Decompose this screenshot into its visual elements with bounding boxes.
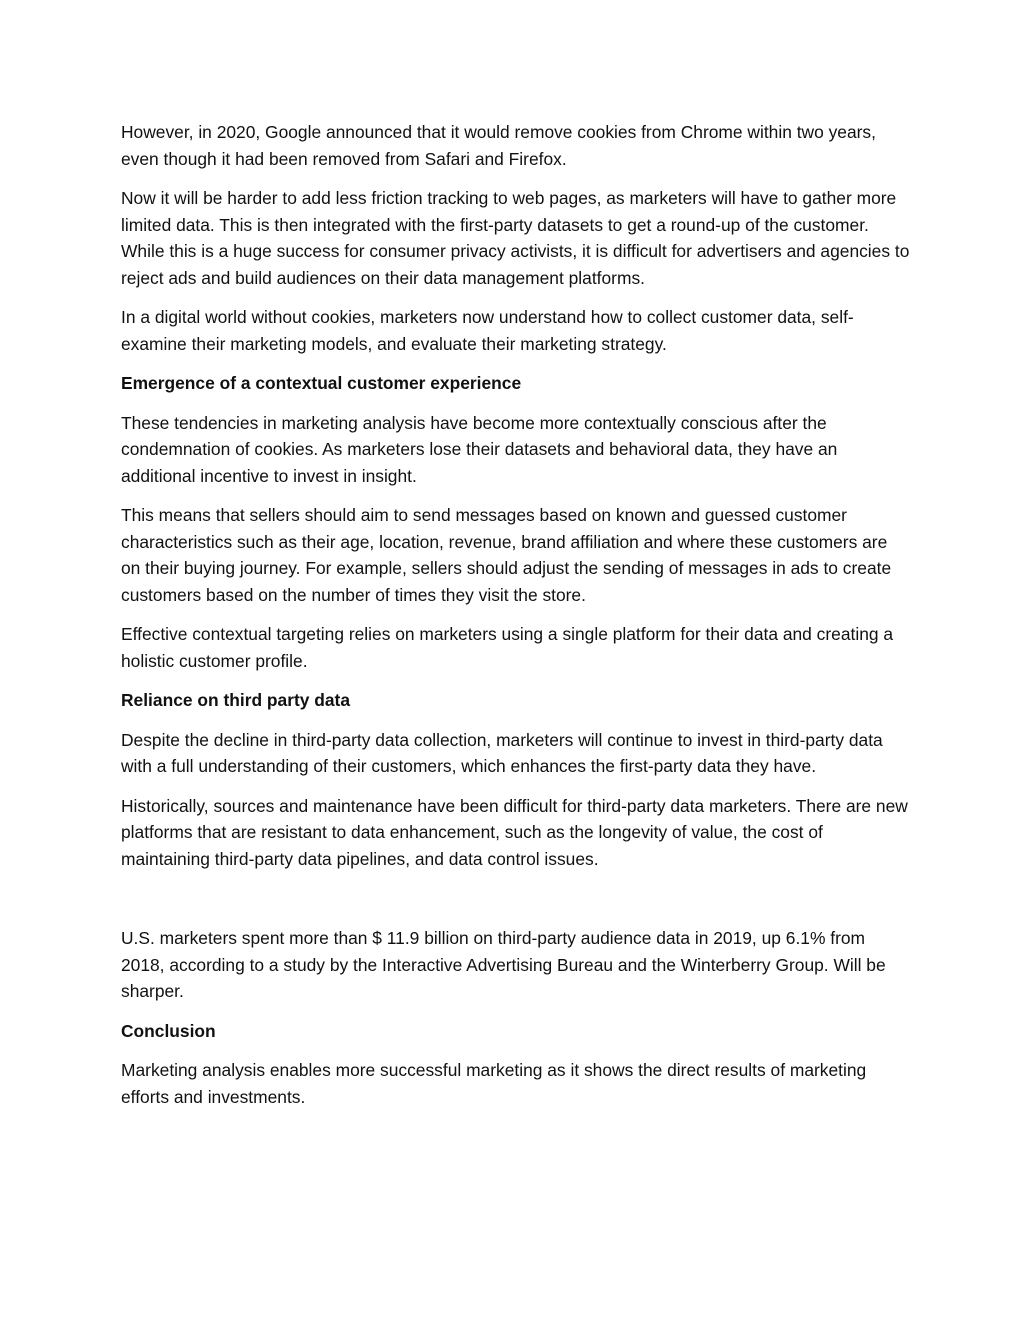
paragraph-contextual-targeting: Effective contextual targeting relies on marketers using a single platform for their data and creating a holistic customer profile. [121, 624, 894, 671]
paragraph-customer-characteristics: This means that sellers should aim to send messages based on known and guessed customer characteristics such as their age, location, revenue, brand affiliation and where these customers are on their buying journey. For example, sellers should adjust the sending of messages in ads to create customers based on the number of times they visit the store. [121, 505, 892, 605]
paragraph-contextual-tendencies: These tendencies in marketing analysis have become more contextually conscious after the condemnation of cookies. As marketers lose their datasets and behavioral data, they have an additional incentive to invest in insight. [121, 412, 838, 486]
heading-contextual-experience: Emergence of a contextual customer experience [121, 373, 522, 393]
heading-conclusion: Conclusion [121, 1020, 216, 1041]
paragraph-conclusion: Marketing analysis enables more successful marketing as it shows the direct results of marketing efforts and investments. [121, 1060, 867, 1107]
paragraph-third-party-investment: Despite the decline in third-party data collection, marketers will continue to invest in third-party data with a full understanding of their customers, which enhances the first-party data they have. [121, 729, 883, 776]
paragraph-third-party-history: Historically, sources and maintenance have been difficult for third-party data marketers. There are new platforms that are resistant to data enhancement, such as the longevity of value, the cost of maintaining third-party data pipelines, and data control issues. [121, 795, 908, 869]
paragraph-friction-tracking: Now it will be harder to add less friction tracking to web pages, as marketers will have to gather more limited data. This is then integrated with the first-party datasets to get a round-up of the customer. While this is a huge success for consumer privacy activists, it is difficult for advertisers and agencies to reject ads and build audiences on their data management platforms. [121, 188, 910, 288]
document-body [121, 119, 911, 1123]
paragraph-us-spending: U.S. marketers spent more than $ 11.9 billion on third-party audience data in 2019, up 6.1% from 2018, according to a study by the Interactive Advertising Bureau and the Winterberry Group. Will be sharper. [121, 928, 886, 1001]
paragraph-google-cookies: However, in 2020, Google announced that it would remove cookies from Chrome within two years, even though it had been removed from Safari and Firefox. [121, 122, 876, 169]
paragraph-cookieless-world: In a digital world without cookies, marketers now understand how to collect customer data, self-examine their marketing models, and evaluate their marketing strategy. [121, 307, 854, 354]
blank-gap [121, 885, 911, 925]
heading-third-party-data: Reliance on third party data [121, 690, 351, 710]
